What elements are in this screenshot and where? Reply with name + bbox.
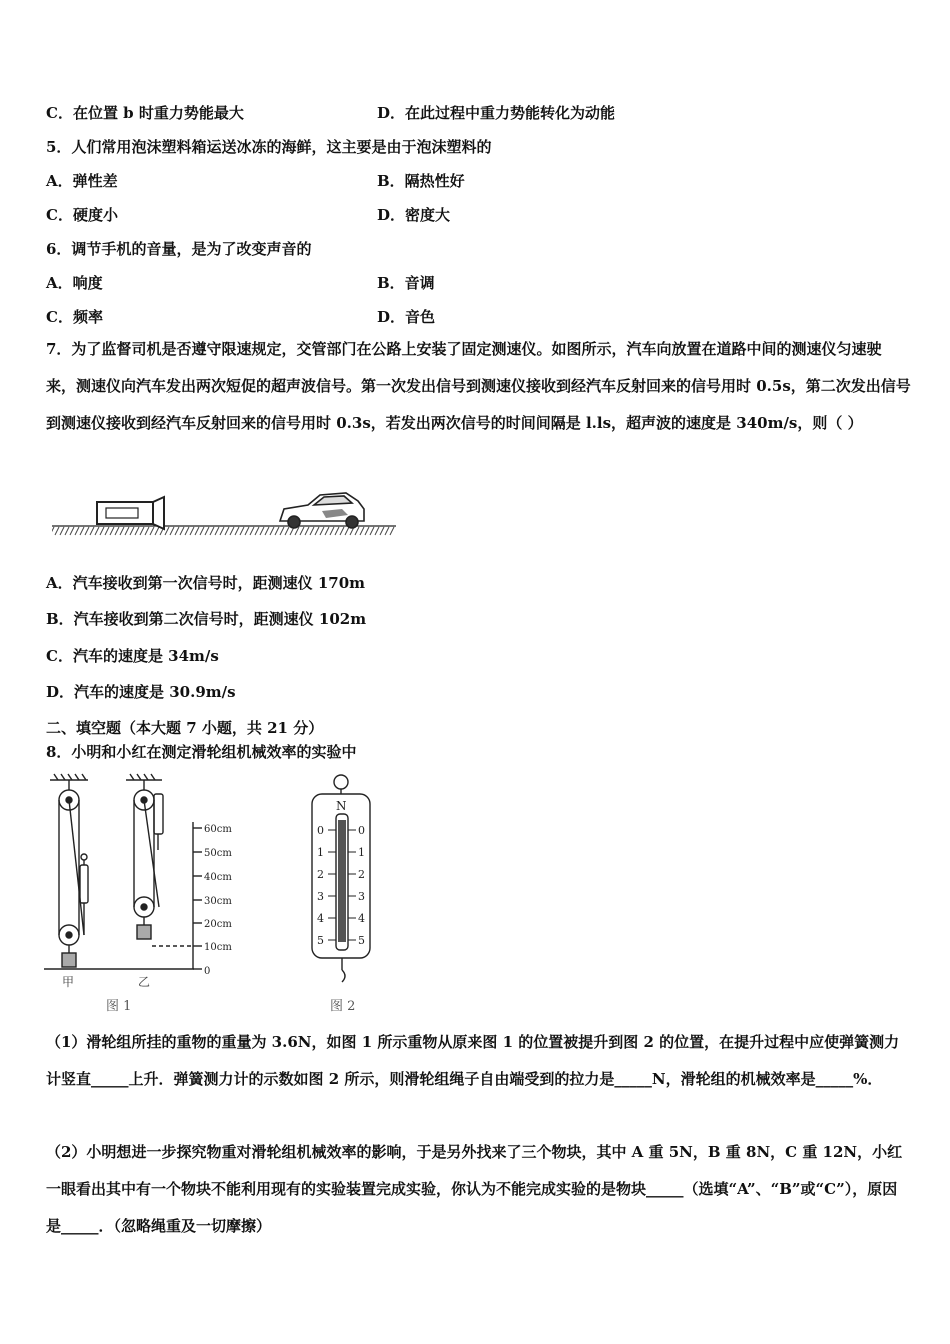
scale-left-2: 2 bbox=[317, 868, 324, 881]
q7-option-a: A．汽车接收到第一次信号时，距测速仪 170m bbox=[46, 574, 366, 592]
spring-indicator bbox=[338, 820, 346, 942]
scale-left-3: 3 bbox=[317, 890, 324, 903]
pulley-system-yi bbox=[134, 780, 163, 939]
road-hatching bbox=[52, 527, 394, 535]
q5-option-a: A．弹性差 bbox=[46, 172, 118, 190]
scale-left-4: 4 bbox=[317, 912, 324, 925]
scale-left-5: 5 bbox=[317, 934, 324, 947]
q7-stem: 7．为了监督司机是否遵守限速规定，交管部门在公路上安装了固定测速仪。如图所示，汽车向放置在道路中间的测速仪匀速驶来，测速仪向汽车发出两次短促的超声波信号。第一次发出信号到测速仪接收到经汽车反射回来的信号用时 0.5s，第二次发出信号到测速仪接收到经汽车反射回来的信号用时 0.3s，若发出两次信号的时间间隔是 l.ls，超声波的速度是 340m/s，则（ ） bbox=[46, 340, 911, 432]
speed-camera-icon bbox=[97, 497, 164, 529]
ruler-tick-40: 40cm bbox=[204, 872, 232, 883]
q8-figure-2 bbox=[298, 772, 378, 1016]
scale-right-5: 5 bbox=[358, 934, 365, 947]
ruler-tick-50: 50cm bbox=[204, 848, 232, 859]
ruler-tick-60: 60cm bbox=[204, 824, 232, 835]
q7-figure bbox=[52, 485, 398, 537]
ruler-tick-30: 30cm bbox=[204, 896, 232, 907]
scale-right-4: 4 bbox=[358, 912, 365, 925]
q6-option-a: A．响度 bbox=[46, 274, 103, 292]
ruler-tick-10: 10cm bbox=[204, 942, 232, 953]
q5-option-c: C．硬度小 bbox=[46, 206, 118, 224]
ceiling-jia bbox=[50, 774, 88, 780]
scale-unit: N bbox=[336, 799, 347, 813]
q4-option-c: C．在位置 b 时重力势能最大 bbox=[46, 104, 244, 122]
q6-option-b: B．音调 bbox=[377, 274, 435, 292]
scale-right-2: 2 bbox=[358, 868, 365, 881]
ruler-tick-20: 20cm bbox=[204, 919, 232, 930]
label-yi: 乙 bbox=[138, 975, 151, 989]
q8-part-1: （1）滑轮组所挂的重物的重量为 3.6N，如图 1 所示重物从原来图 1 的位置被提升到图 2 的位置，在提升过程中应使弹簧测力计竖直_____上升．弹簧测力计的示数如图 2 所示，则滑轮组绳子自由端受到的拉力是_____N，滑轮组的机械效率是_____%． bbox=[46, 1033, 900, 1088]
scale-right-0: 0 bbox=[358, 824, 365, 837]
fig2-caption: 图 2 bbox=[330, 999, 356, 1014]
scale-right-1: 1 bbox=[358, 846, 365, 859]
q6-option-d: D．音色 bbox=[377, 308, 436, 326]
scale-left-1: 1 bbox=[317, 846, 324, 859]
ruler-tick-0: 0 bbox=[204, 966, 211, 977]
pulley-system-jia bbox=[59, 780, 88, 967]
fig1-caption: 图 1 bbox=[106, 999, 132, 1014]
q8-part-2: （2）小明想进一步探究物重对滑轮组机械效率的影响，于是另外找来了三个物块，其中 A 重 5N，B 重 8N，C 重 12N，小红一眼看出其中有一个物块不能利用现有的实验装置完成实验，你认为不能完成实验的是物块_____（选填“A”、“B”或“C”），原因是_____．（忽略绳重及一切摩擦） bbox=[46, 1143, 903, 1235]
q7-option-c: C．汽车的速度是 34m/s bbox=[46, 647, 219, 665]
q6-option-c: C．频率 bbox=[46, 308, 103, 326]
q4-option-d: D．在此过程中重力势能转化为动能 bbox=[377, 104, 616, 122]
section-heading: 二、填空题（本大题 7 小题，共 21 分） bbox=[46, 719, 324, 737]
q8-stem: 8．小明和小红在测定滑轮组机械效率的实验中 bbox=[46, 743, 357, 761]
ceiling-yi bbox=[126, 774, 162, 780]
q5-option-b: B．隔热性好 bbox=[377, 172, 465, 190]
q7-option-b: B．汽车接收到第二次信号时，距测速仪 102m bbox=[46, 610, 367, 628]
q6-stem: 6．调节手机的音量，是为了改变声音的 bbox=[46, 240, 312, 258]
q5-option-d: D．密度大 bbox=[377, 206, 451, 224]
ruler bbox=[193, 822, 202, 969]
q5-stem: 5．人们常用泡沫塑料箱运送冰冻的海鲜，这主要是由于泡沫塑料的 bbox=[46, 138, 492, 156]
car-icon bbox=[280, 493, 364, 528]
scale-right-3: 3 bbox=[358, 890, 365, 903]
label-jia: 甲 bbox=[62, 975, 75, 989]
scale-left-0: 0 bbox=[317, 824, 324, 837]
q7-option-d: D．汽车的速度是 30.9m/s bbox=[46, 683, 236, 701]
